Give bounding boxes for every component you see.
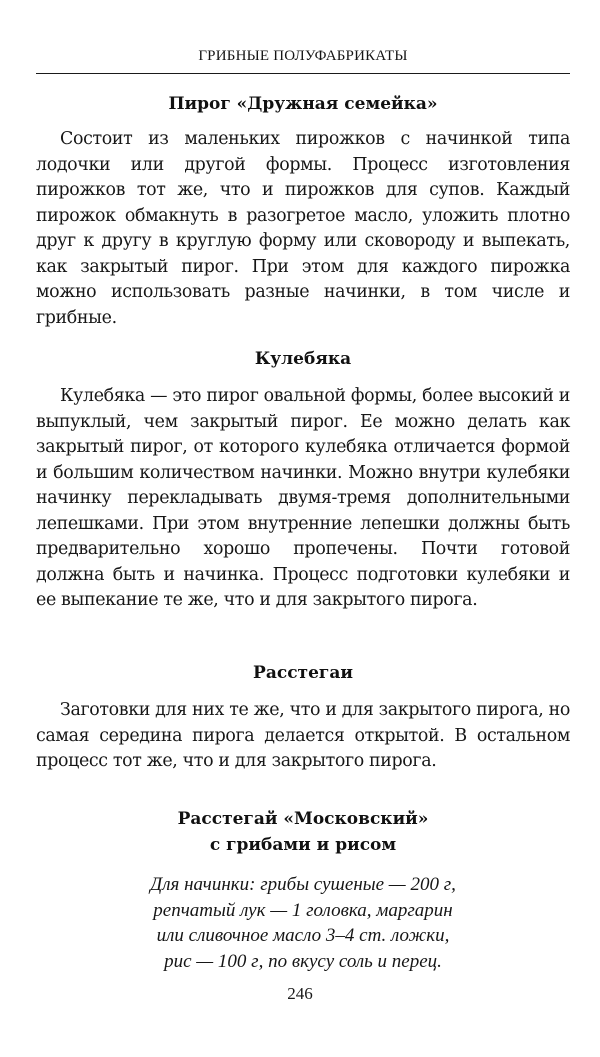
ingredients-line: Для начинки: грибы сушеные — 200 г, xyxy=(150,874,456,895)
section-kulebyaka xyxy=(36,346,570,614)
ingredients-line: репчатый лук — 1 головка, маргарин xyxy=(153,899,453,921)
recipe-title-line-1: Расстегай «Московский» xyxy=(177,809,429,829)
section-druzhnaya-semeyka xyxy=(36,91,570,331)
ingredients-line: или сливочное масло 3–4 ст. ложки, xyxy=(156,925,450,946)
section-title: Кулебяка xyxy=(254,349,352,369)
section-paragraph: Состоит из маленьких пирожков с начинкой типа лодочки или другой формы. Процесс изготовления пирожков тот же, что и пирожков для супов. Каждый пирожок обмакнуть в разогретое масло, уложить плотно друг к другу в круглую форму или сковороду и выпекать, как закрытый пирог. При этом для каждого пирожка можно использовать разные начинки, в том числе и грибные. xyxy=(36,129,570,328)
ingredients-line: рис — 100 г, по вкусу соль и перец. xyxy=(164,950,442,972)
section-title: Пирог «Дружная семейка» xyxy=(168,94,438,114)
section-paragraph: Кулебяка — это пирог овальной формы, более высокий и выпуклый, чем закрытый пирог. Ее можно делать как закрытый пирог, от которого кулебяка отличается формой и большим количеством начинки. Можно внутри кулебяки начинку перекладывать двумя-тремя дополнительными лепешками. При этом внутренние лепешки должны быть предварительно хорошо пропечены. Почти готовой должна быть и начинка. Процесс подготовки кулебяки и ее выпекание те же, что и для закрытого пирога. xyxy=(36,386,570,610)
page-number: 246 xyxy=(287,984,313,1003)
recipe-title-line-2: с грибами и рисом xyxy=(209,835,397,855)
running-header: ГРИБНЫЕ ПОЛУФАБРИКАТЫ xyxy=(198,48,408,64)
section-title: Расстегаи xyxy=(253,663,353,683)
section-paragraph: Заготовки для них те же, что и для закрытого пирога, но самая середина пирога делается открытой. В остальном процесс тот же, что и для закрытого пирога. xyxy=(36,700,570,771)
ingredients-list xyxy=(80,872,526,974)
section-rasstegai-moskovsky xyxy=(36,806,570,858)
header-rule xyxy=(36,73,570,74)
section-rasstegai xyxy=(36,660,570,775)
